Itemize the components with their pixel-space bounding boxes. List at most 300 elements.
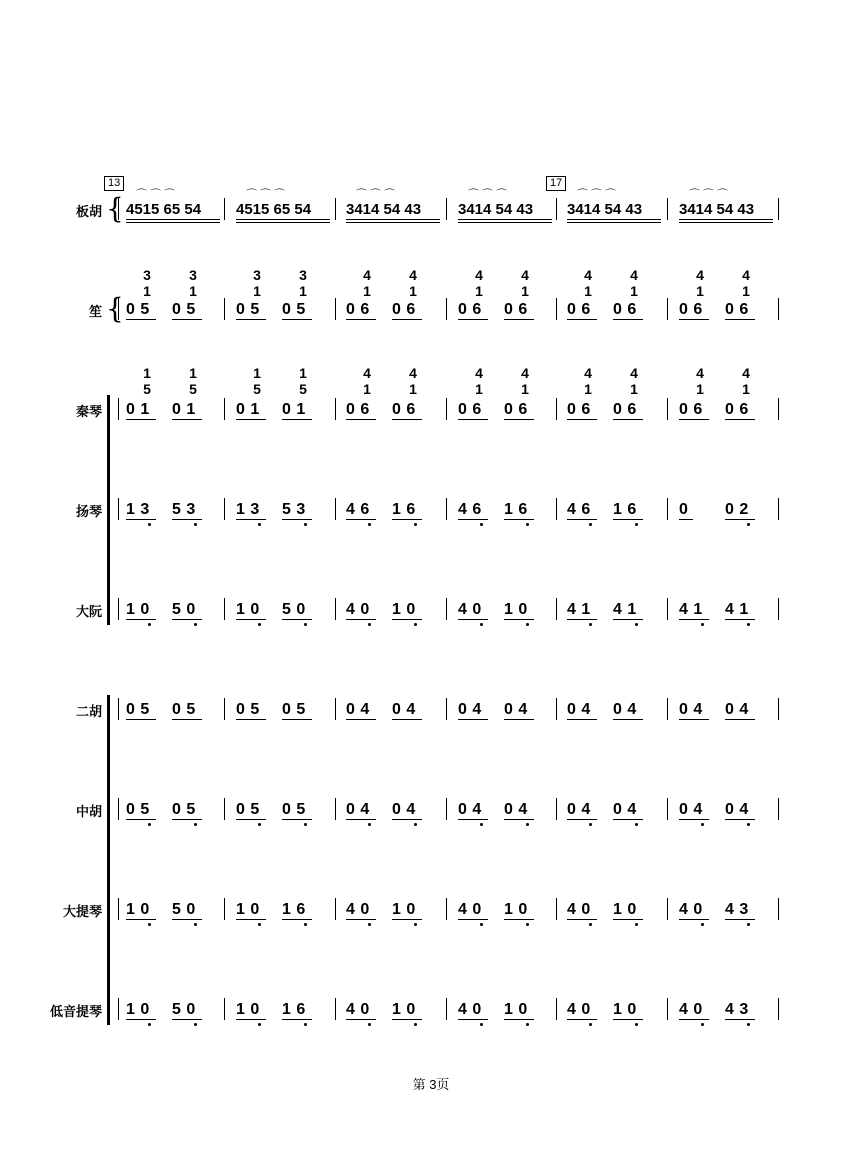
barline <box>446 898 447 920</box>
note-group: 1 0 <box>504 901 528 918</box>
beam <box>236 419 266 420</box>
qinqin-chord-note: 1 <box>630 381 638 397</box>
note-group: 0 4 <box>567 701 591 718</box>
beam <box>282 519 312 520</box>
sheng-chord-note: 1 <box>409 283 417 299</box>
octave-dot <box>368 523 371 526</box>
barline <box>335 898 336 920</box>
note-group: 1 6 <box>613 501 637 518</box>
octave-dot <box>258 823 261 826</box>
beam <box>725 519 755 520</box>
beam <box>567 222 661 223</box>
instrument-label: 扬琴 <box>75 504 102 519</box>
note-group: 0 6 <box>725 301 749 318</box>
note-group: 1 0 <box>392 901 416 918</box>
beam <box>679 819 709 820</box>
barline <box>556 898 557 920</box>
note-group: 0 6 <box>567 301 591 318</box>
barline <box>556 598 557 620</box>
octave-dot <box>258 623 261 626</box>
beam <box>346 219 440 220</box>
beam <box>282 1019 312 1020</box>
qinqin-chord-note: 4 <box>475 365 483 381</box>
instrument-label: 笙 <box>88 304 102 319</box>
beam <box>236 519 266 520</box>
beam <box>172 319 202 320</box>
octave-dot <box>148 923 151 926</box>
beam <box>679 619 709 620</box>
qinqin-chord-note: 4 <box>363 365 371 381</box>
note-group: 0 6 <box>504 301 528 318</box>
beam <box>236 619 266 620</box>
beam <box>613 419 643 420</box>
note-group: 0 5 <box>172 801 196 818</box>
octave-dot <box>480 923 483 926</box>
note-group: 4 1 <box>725 601 749 618</box>
sheng-chord-note: 4 <box>742 267 750 283</box>
note-group: 4 0 <box>567 1001 591 1018</box>
barline <box>667 998 668 1020</box>
note-group: 1 3 <box>126 501 150 518</box>
barline <box>778 798 779 820</box>
octave-dot <box>414 823 417 826</box>
beam <box>613 719 643 720</box>
note-group: 1 0 <box>392 601 416 618</box>
beam <box>725 919 755 920</box>
measure-number: 17 <box>546 176 566 191</box>
note-group: 0 4 <box>458 701 482 718</box>
beam <box>613 819 643 820</box>
beam <box>567 419 597 420</box>
beam <box>504 519 534 520</box>
measure-number: 13 <box>104 176 124 191</box>
beam <box>504 619 534 620</box>
octave-dot <box>258 923 261 926</box>
note-group: 0 6 <box>725 401 749 418</box>
beam <box>346 1019 376 1020</box>
qinqin-chord-note: 1 <box>521 381 529 397</box>
qinqin-chord-note: 1 <box>584 381 592 397</box>
qinqin-chord-note: 1 <box>409 381 417 397</box>
octave-dot <box>589 523 592 526</box>
note-group: 0 4 <box>392 801 416 818</box>
barline <box>224 298 225 320</box>
qinqin-chord-note: 4 <box>742 365 750 381</box>
note-group: 4 6 <box>458 501 482 518</box>
barline <box>667 198 668 220</box>
beam <box>346 222 440 223</box>
qinqin-chord-note: 5 <box>143 381 151 397</box>
note-group: 0 4 <box>458 801 482 818</box>
note-group: 4 6 <box>567 501 591 518</box>
beam <box>346 619 376 620</box>
beam <box>392 919 422 920</box>
qinqin-chord-note: 4 <box>409 365 417 381</box>
note-group: 4 0 <box>458 1001 482 1018</box>
sheng-chord-note: 4 <box>630 267 638 283</box>
beam <box>126 519 156 520</box>
barline <box>224 498 225 520</box>
instrument-label: 二胡 <box>75 704 102 719</box>
instrument-label: 秦琴 <box>75 404 102 419</box>
qinqin-chord-note: 1 <box>253 365 261 381</box>
tie-mark: ⌒ ⌒ ⌒ <box>136 189 176 201</box>
note-group: 0 5 <box>126 701 150 718</box>
instrument-label: 大提琴 <box>62 904 102 919</box>
octave-dot <box>589 1023 592 1026</box>
barline <box>778 498 779 520</box>
barline <box>667 398 668 420</box>
note-group: 1 6 <box>282 901 306 918</box>
octave-dot <box>701 823 704 826</box>
octave-dot <box>194 523 197 526</box>
note-group: 4 0 <box>567 901 591 918</box>
note-group: 0 6 <box>613 401 637 418</box>
instrument-label: 低音提琴 <box>49 1004 102 1019</box>
beam <box>236 319 266 320</box>
octave-dot <box>148 523 151 526</box>
octave-dot <box>414 523 417 526</box>
note-group: 0 4 <box>613 801 637 818</box>
beam <box>458 619 488 620</box>
system-brace: { <box>106 192 124 225</box>
beam <box>679 719 709 720</box>
beam <box>346 319 376 320</box>
barline <box>556 398 557 420</box>
note-group: 4 3 <box>725 901 749 918</box>
beam <box>282 419 312 420</box>
beam <box>679 919 709 920</box>
barline <box>667 298 668 320</box>
octave-dot <box>747 1023 750 1026</box>
qinqin-chord-note: 4 <box>696 365 704 381</box>
beam <box>567 919 597 920</box>
octave-dot <box>304 923 307 926</box>
octave-dot <box>414 623 417 626</box>
beam <box>126 1019 156 1020</box>
instrument-label: 中胡 <box>75 804 102 819</box>
note-group: 1 0 <box>126 601 150 618</box>
qinqin-chord-note: 5 <box>189 381 197 397</box>
octave-dot <box>480 523 483 526</box>
barline <box>778 898 779 920</box>
beam <box>567 319 597 320</box>
qinqin-chord-note: 1 <box>475 381 483 397</box>
sheng-chord-note: 4 <box>475 267 483 283</box>
octave-dot <box>635 1023 638 1026</box>
barline <box>224 798 225 820</box>
octave-dot <box>194 623 197 626</box>
beam <box>282 819 312 820</box>
page-number: 第 3页 <box>412 1077 450 1092</box>
beam <box>282 719 312 720</box>
octave-dot <box>526 1023 529 1026</box>
note-group: 0 4 <box>392 701 416 718</box>
beam <box>567 519 597 520</box>
note-group: 0 6 <box>346 301 370 318</box>
barline <box>446 298 447 320</box>
octave-dot <box>526 623 529 626</box>
note-group: 1 0 <box>126 901 150 918</box>
beam <box>679 419 709 420</box>
beam <box>282 319 312 320</box>
note-group: 4 0 <box>679 901 703 918</box>
note-group: 0 6 <box>346 401 370 418</box>
beam <box>567 719 597 720</box>
barline <box>556 698 557 720</box>
sheng-chord-note: 1 <box>630 283 638 299</box>
beam <box>613 619 643 620</box>
qinqin-chord-note: 1 <box>742 381 750 397</box>
note-group: 0 5 <box>282 701 306 718</box>
note-group: 1 0 <box>126 1001 150 1018</box>
barline <box>224 998 225 1020</box>
beam <box>504 319 534 320</box>
qinqin-chord-note: 4 <box>521 365 529 381</box>
beam <box>172 419 202 420</box>
qinqin-chord-note: 1 <box>363 381 371 397</box>
sheng-chord-note: 1 <box>189 283 197 299</box>
barline <box>778 998 779 1020</box>
note-group: 4 0 <box>458 901 482 918</box>
barline <box>667 598 668 620</box>
note-group: 0 4 <box>504 701 528 718</box>
octave-dot <box>148 823 151 826</box>
octave-dot <box>304 823 307 826</box>
barline <box>556 298 557 320</box>
barline <box>118 698 119 720</box>
note-group: 1 0 <box>613 1001 637 1018</box>
note-group: 4 0 <box>346 601 370 618</box>
octave-dot <box>414 923 417 926</box>
barline <box>446 198 447 220</box>
beam <box>725 619 755 620</box>
beam <box>567 1019 597 1020</box>
barline <box>667 898 668 920</box>
beam <box>725 1019 755 1020</box>
note-group: 0 5 <box>236 701 260 718</box>
sheng-chord-note: 4 <box>363 267 371 283</box>
system-bracket <box>107 395 110 625</box>
beam <box>458 219 552 220</box>
qinqin-chord-note: 4 <box>584 365 592 381</box>
barline <box>556 798 557 820</box>
sheng-chord-note: 1 <box>521 283 529 299</box>
beam <box>236 222 330 223</box>
beam <box>236 719 266 720</box>
beam <box>282 919 312 920</box>
qinqin-chord-note: 1 <box>189 365 197 381</box>
barline <box>224 898 225 920</box>
qinqin-chord-note: 1 <box>143 365 151 381</box>
beam <box>126 819 156 820</box>
beam <box>236 1019 266 1020</box>
beam <box>458 222 552 223</box>
qinqin-chord-note: 4 <box>630 365 638 381</box>
barline <box>224 398 225 420</box>
octave-dot <box>414 1023 417 1026</box>
barline <box>446 498 447 520</box>
beam <box>126 319 156 320</box>
barline <box>335 498 336 520</box>
beam <box>567 619 597 620</box>
barline <box>118 898 119 920</box>
beam <box>392 1019 422 1020</box>
barline <box>335 198 336 220</box>
beam <box>126 619 156 620</box>
beam <box>504 819 534 820</box>
qinqin-chord-note: 5 <box>253 381 261 397</box>
barline <box>335 798 336 820</box>
tie-mark: ⌒ ⌒ ⌒ <box>468 189 508 201</box>
barline <box>335 398 336 420</box>
octave-dot <box>747 923 750 926</box>
sheng-chord-note: 1 <box>363 283 371 299</box>
barline <box>778 298 779 320</box>
beam <box>567 219 661 220</box>
octave-dot <box>194 923 197 926</box>
sheng-chord-note: 1 <box>253 283 261 299</box>
note-group: 5 3 <box>172 501 196 518</box>
note-group: 0 5 <box>236 301 260 318</box>
qinqin-chord-note: 1 <box>299 365 307 381</box>
note-group: 4 0 <box>346 1001 370 1018</box>
barline <box>335 598 336 620</box>
qinqin-chord-note: 5 <box>299 381 307 397</box>
beam <box>458 719 488 720</box>
octave-dot <box>194 1023 197 1026</box>
beam <box>392 719 422 720</box>
note-group: 0 6 <box>458 401 482 418</box>
beam <box>679 1019 709 1020</box>
note-group: 1 0 <box>236 1001 260 1018</box>
note-group: 4 1 <box>567 601 591 618</box>
system-brace: { <box>106 292 124 325</box>
note-group: 5 0 <box>282 601 306 618</box>
barline <box>118 798 119 820</box>
note-group: 5 3 <box>282 501 306 518</box>
sheng-chord-note: 1 <box>299 283 307 299</box>
note-group: 0 5 <box>172 701 196 718</box>
beam <box>613 519 643 520</box>
beam <box>346 519 376 520</box>
sheng-chord-note: 1 <box>143 283 151 299</box>
note-group: 4 0 <box>458 601 482 618</box>
octave-dot <box>480 623 483 626</box>
beam <box>236 919 266 920</box>
octave-dot <box>526 823 529 826</box>
note-group: 4 0 <box>346 901 370 918</box>
octave-dot <box>589 823 592 826</box>
beam <box>172 819 202 820</box>
beam <box>172 919 202 920</box>
beam <box>458 1019 488 1020</box>
beam <box>346 919 376 920</box>
barline <box>778 698 779 720</box>
barline <box>667 798 668 820</box>
beam <box>346 819 376 820</box>
beam <box>172 519 202 520</box>
beam <box>725 419 755 420</box>
note-group: 0 5 <box>236 801 260 818</box>
barline <box>335 998 336 1020</box>
beam <box>679 319 709 320</box>
octave-dot <box>747 623 750 626</box>
sheng-chord-note: 3 <box>253 267 261 283</box>
note-group: 3414 54 43 <box>346 201 422 218</box>
barline <box>335 298 336 320</box>
sheng-chord-note: 4 <box>584 267 592 283</box>
note-group: 0 6 <box>504 401 528 418</box>
octave-dot <box>148 1023 151 1026</box>
tie-mark: ⌒ ⌒ ⌒ <box>356 189 396 201</box>
octave-dot <box>589 623 592 626</box>
sheng-chord-note: 4 <box>696 267 704 283</box>
octave-dot <box>368 923 371 926</box>
beam <box>392 819 422 820</box>
beam <box>346 419 376 420</box>
note-group: 3414 54 43 <box>679 201 755 218</box>
beam <box>126 222 220 223</box>
note-group: 1 0 <box>613 901 637 918</box>
octave-dot <box>258 523 261 526</box>
octave-dot <box>635 523 638 526</box>
beam <box>458 519 488 520</box>
barline <box>556 498 557 520</box>
beam <box>504 919 534 920</box>
beam <box>458 819 488 820</box>
octave-dot <box>304 1023 307 1026</box>
note-group: 1 3 <box>236 501 260 518</box>
octave-dot <box>589 923 592 926</box>
note-group: 0 5 <box>126 301 150 318</box>
note-group: 0 6 <box>679 401 703 418</box>
beam <box>679 519 693 520</box>
octave-dot <box>747 523 750 526</box>
note-group: 4 1 <box>613 601 637 618</box>
beam <box>613 1019 643 1020</box>
octave-dot <box>701 623 704 626</box>
beam <box>725 719 755 720</box>
note-group: 0 6 <box>679 301 703 318</box>
beam <box>613 319 643 320</box>
note-group: 5 0 <box>172 1001 196 1018</box>
sheng-chord-note: 3 <box>299 267 307 283</box>
note-group: 1 0 <box>504 1001 528 1018</box>
note-group: 3414 54 43 <box>458 201 534 218</box>
octave-dot <box>368 1023 371 1026</box>
note-group: 4 3 <box>725 1001 749 1018</box>
octave-dot <box>148 623 151 626</box>
barline <box>224 698 225 720</box>
barline <box>778 398 779 420</box>
beam <box>172 1019 202 1020</box>
beam <box>346 719 376 720</box>
barline <box>224 598 225 620</box>
note-group: 1 6 <box>392 501 416 518</box>
beam <box>504 719 534 720</box>
note-group: 0 2 <box>725 501 749 518</box>
note-group: 0 1 <box>282 401 306 418</box>
instrument-label: 大阮 <box>75 604 102 619</box>
beam <box>236 819 266 820</box>
note-group: 4515 65 54 <box>126 201 202 218</box>
sheng-chord-note: 1 <box>696 283 704 299</box>
tie-mark: ⌒ ⌒ ⌒ <box>689 189 729 201</box>
octave-dot <box>526 523 529 526</box>
qinqin-chord-note: 1 <box>696 381 704 397</box>
note-group: 0 4 <box>679 701 703 718</box>
